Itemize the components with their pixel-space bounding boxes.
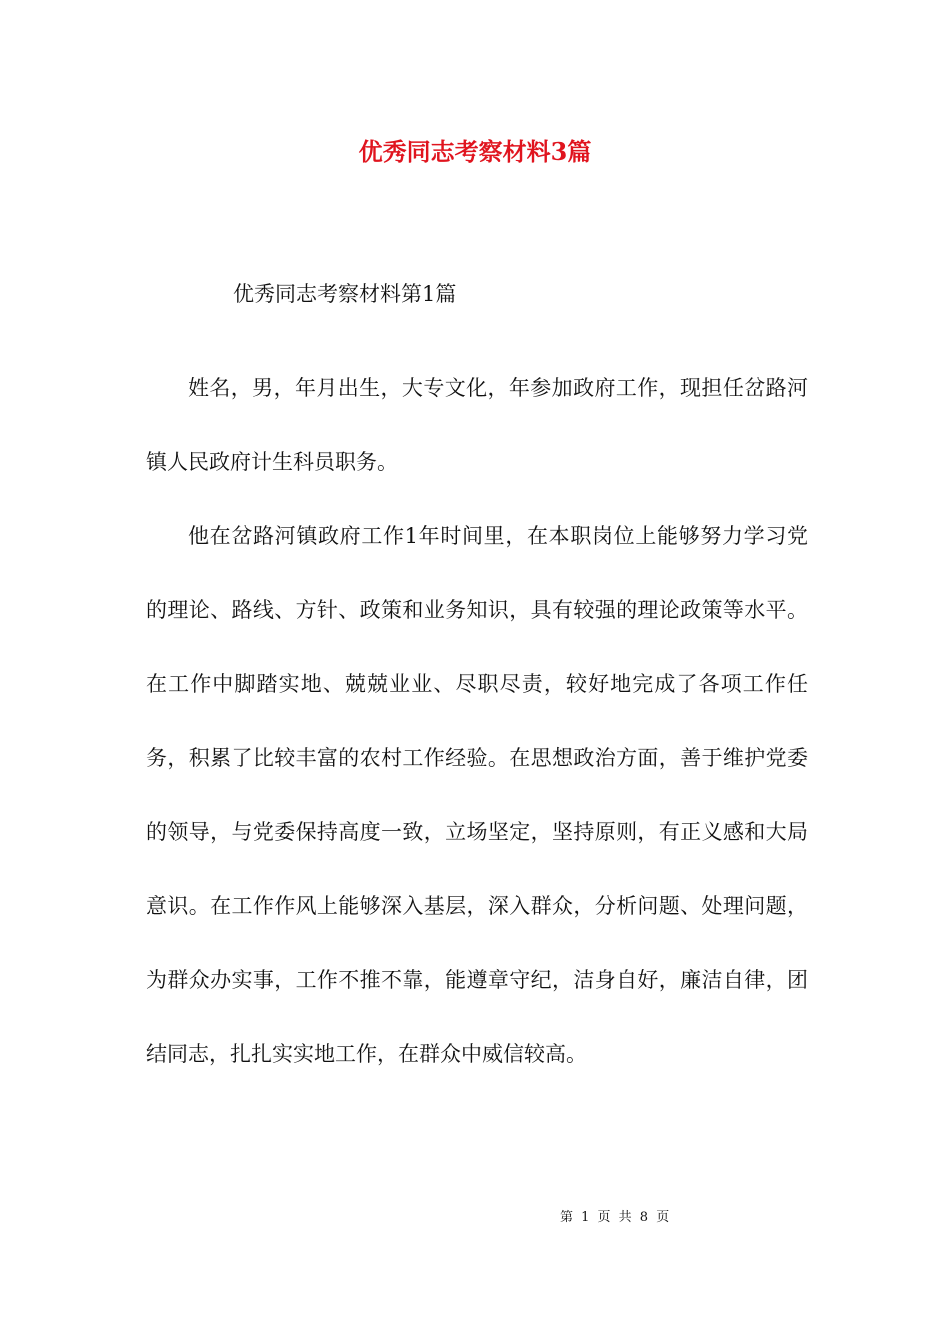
page-number-footer: 第 1 页 共 8 页 [560,1210,670,1225]
document-body [146,351,808,1091]
paragraph: 他在岔路河镇政府工作1年时间里，在本职岗位上能够努力学习党的理论、路线、方针、政策和业务知识，具有较强的理论政策等水平。在工作中脚踏实地、兢兢业业、尽职尽责，较好地完成了各项工作任务，积累了比较丰富的农村工作经验。在思想政治方面，善于维护党委的领导，与党委保持高度一致，立场坚定，坚持原则，有正义感和大局意识。在工作作风上能够深入基层，深入群众，分析问题、处理问题，为群众办实事，工作不推不靠，能遵章守纪，洁身自好，廉洁自律，团结同志，扎扎实实地工作，在群众中威信较高。 [146,524,808,1066]
paragraph: 姓名，男，年月出生，大专文化，年参加政府工作，现担任岔路河镇人民政府计生科员职务。 [146,376,808,474]
section-heading: 优秀同志考察材料第1篇 [233,282,457,306]
document-title: 优秀同志考察材料3篇 [358,137,592,166]
